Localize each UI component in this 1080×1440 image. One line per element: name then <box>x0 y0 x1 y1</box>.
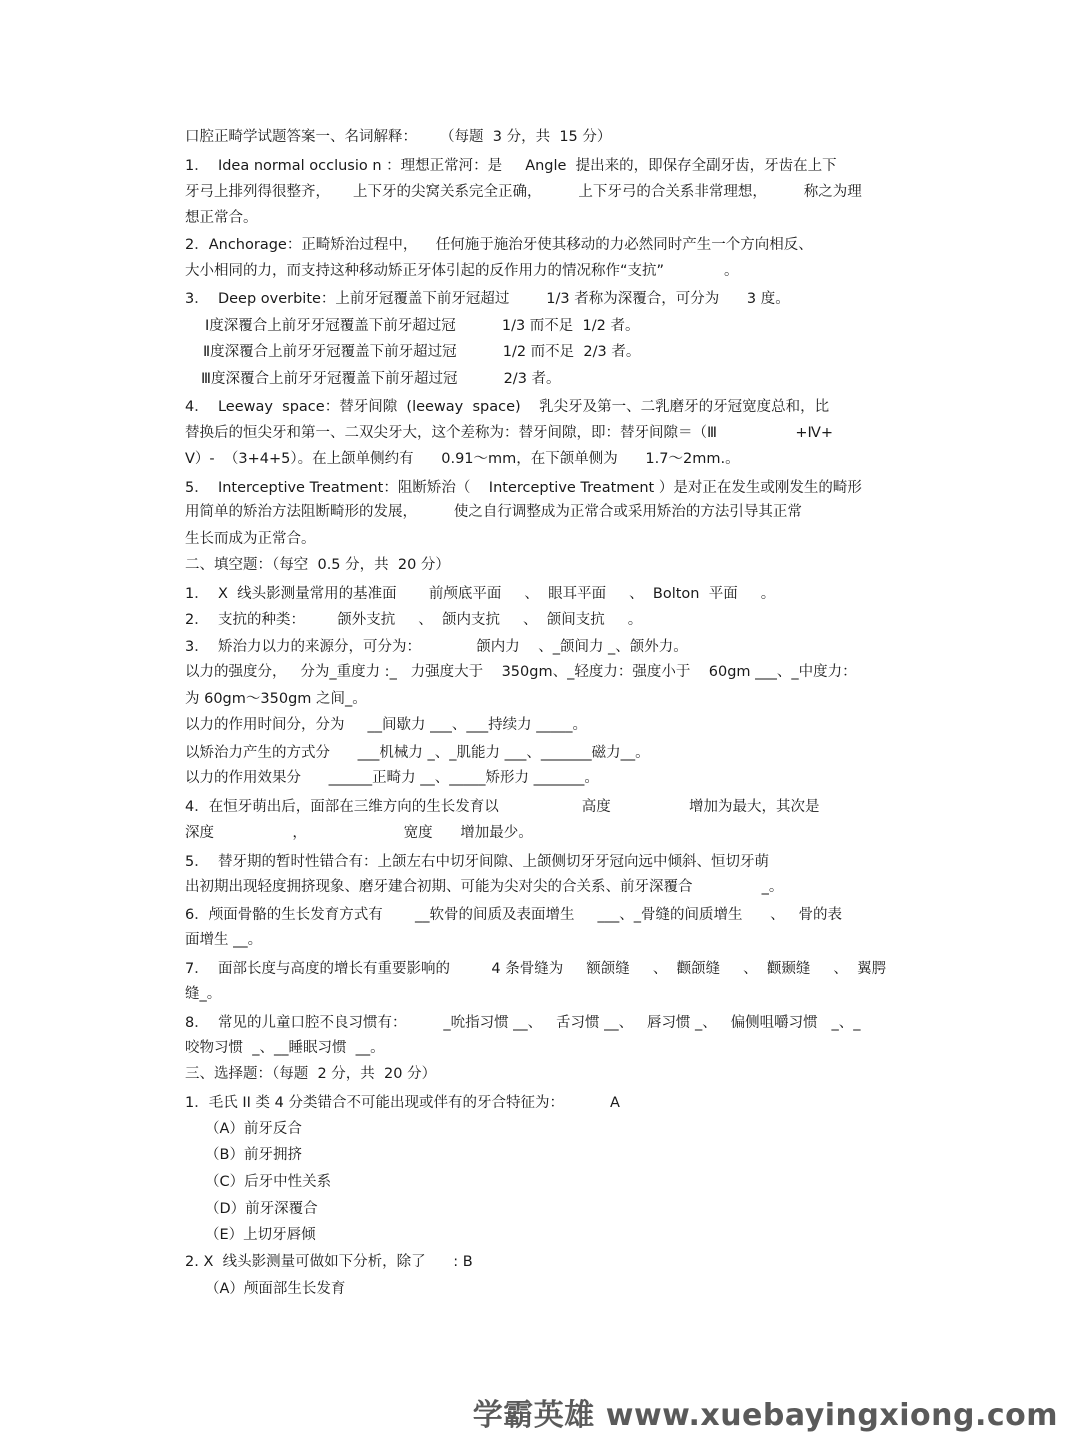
text-line: 3． Deep overbite：上前牙冠覆盖下前牙冠超过 1/3 者称为深覆合，可分为 3 度。 <box>185 291 790 307</box>
text-line: Ⅱ度深覆合上前牙牙冠覆盖下前牙超过冠 1/2 而不足 2/3 者。 <box>203 344 641 360</box>
text-line: Ⅰ度深覆合上前牙牙冠覆盖下前牙超过冠 1/3 而不足 1/2 者。 <box>205 318 640 334</box>
choice-option: （A）颅面部生长发育 <box>205 1281 346 1297</box>
text-line: 生长而成为正常合。 <box>185 531 316 547</box>
text-line: 8． 常见的儿童口腔不良习惯有： _吮指习惯 __、 舌习惯 __、 唇习惯 _、 偏侧咀嚼习惯 _、_ <box>185 1015 861 1031</box>
text-line: 出初期出现轻度拥挤现象、磨牙建合初期、可能为尖对尖的合关系、前牙深覆合 _。 <box>185 879 784 895</box>
text-line: 1．毛氏 II 类 4 分类错合不可能出现或伴有的牙合特征为： A <box>185 1095 620 1111</box>
text-line: 以力的作用时间分，分为 __间歇力 ___、___持续力 _____。 <box>185 717 588 733</box>
text-line: 以力的作用效果分 ______正畸力 __、_____矫形力 _______。 <box>185 770 599 786</box>
choice-option: （C）后牙中性关系 <box>205 1174 332 1190</box>
text-line: 3． 矫治力以力的来源分，可分为： 颌内力 、_颌间力 _、颌外力。 <box>185 639 688 655</box>
text-line: 5． Interceptive Treatment：阻断矫治（ Interceptive Treatment ）是对正在发生或刚发生的畸形 <box>185 480 862 496</box>
text-line: 以矫治力产生的方式分 ___机械力 _、_肌能力 ___、_______磁力__。 <box>185 745 650 761</box>
watermark: 学霸英雄 www.xuebayingxiong.com <box>472 1398 1058 1433</box>
text-line: 深度 ， 宽度 增加最少。 <box>185 825 533 841</box>
text-line: 2． 支抗的种类： 颌外支抗 、 颌内支抗 、 颌间支抗 。 <box>185 612 643 628</box>
text-line: 想正常合。 <box>185 210 258 226</box>
text-line: 1． X 线头影测量常用的基准面 前颅底平面 、 眼耳平面 、 Bolton 平面 。 <box>185 586 776 602</box>
text-line: 面增生 __。 <box>185 932 263 948</box>
text-line: 为 60gm～350gm 之间_。 <box>185 691 367 707</box>
section-heading: 三、选择题：（每题 2 分，共 20 分） <box>185 1066 437 1082</box>
choice-option: （B）前牙拥挤 <box>205 1147 302 1163</box>
text-line: 5． 替牙期的暂时性错合有：上颌左右中切牙间隙、上颌侧切牙牙冠向远中倾斜、恒切牙萌 <box>185 854 769 870</box>
text-line: 替换后的恒尖牙和第一、二双尖牙大，这个差称为：替牙间隙，即：替牙间隙＝（Ⅲ +Ⅳ+ <box>185 425 834 441</box>
text-line: 2. X 线头影测量可做如下分析，除了 : B <box>185 1254 473 1270</box>
text-line: 大小相同的力，而支持这种移动矫正牙体引起的反作用力的情况称作“支抗” 。 <box>185 263 739 279</box>
text-line: 牙弓上排列得很整齐， 上下牙的尖窝关系完全正确， 上下牙弓的合关系非常理想， 称之为理 <box>185 184 862 200</box>
text-line: Ⅴ）- （3+4+5）。在上颌单侧约有 0.91～mm，在下颌单侧为 1.7～2mm.。 <box>185 451 740 467</box>
text-line: Ⅲ度深覆合上前牙牙冠覆盖下前牙超过冠 2/3 者。 <box>201 371 561 387</box>
choice-option: （E）上切牙唇倾 <box>205 1227 316 1243</box>
text-line: 1． Idea normal occlusio n ：理想正常河：是 Angle 提出来的，即保存全副牙齿，牙齿在上下 <box>185 158 837 174</box>
choice-option: （A）前牙反合 <box>205 1121 302 1137</box>
text-line: 缝_。 <box>185 986 222 1002</box>
text-line: 咬物习惯 _、__睡眠习惯 __。 <box>185 1040 385 1056</box>
text-line: 6．颅面骨骼的生长发育方式有 __软骨的间质及表面增生 ___、_骨缝的间质增生 、 骨的表 <box>185 907 843 923</box>
text-line: 用简单的矫治方法阻断畸形的发展， 使之自行调整成为正常合或采用矫治的方法引导其正常 <box>185 504 802 520</box>
text-line: 以力的强度分， 分为_重度力 :_ 力强度大于 350gm、_轻度力：强度小于 60gm ___、_中度力： <box>185 664 857 680</box>
text-line: 4． Leeway space：替牙间隙 (leeway space) 乳尖牙及第一、二乳磨牙的牙冠宽度总和，比 <box>185 399 830 415</box>
text-line: 2．Anchorage：正畸矫治过程中， 任何施于施治牙使其移动的力必然同时产生一个方向相反、 <box>185 237 813 253</box>
choice-option: （D）前牙深覆合 <box>205 1201 318 1217</box>
text-line: 4．在恒牙萌出后，面部在三维方向的生长发育以 高度 增加为最大，其次是 <box>185 799 820 815</box>
document-title: 口腔正畸学试题答案一、名词解释： （每题 3 分，共 15 分） <box>185 129 612 145</box>
section-heading: 二、填空题：（每空 0.5 分，共 20 分） <box>185 557 450 573</box>
text-line: 7． 面部长度与高度的增长有重要影响的 4 条骨缝为 额颌缝 、 颧颌缝 、 颧颞缝 、 翼腭 <box>185 961 887 977</box>
